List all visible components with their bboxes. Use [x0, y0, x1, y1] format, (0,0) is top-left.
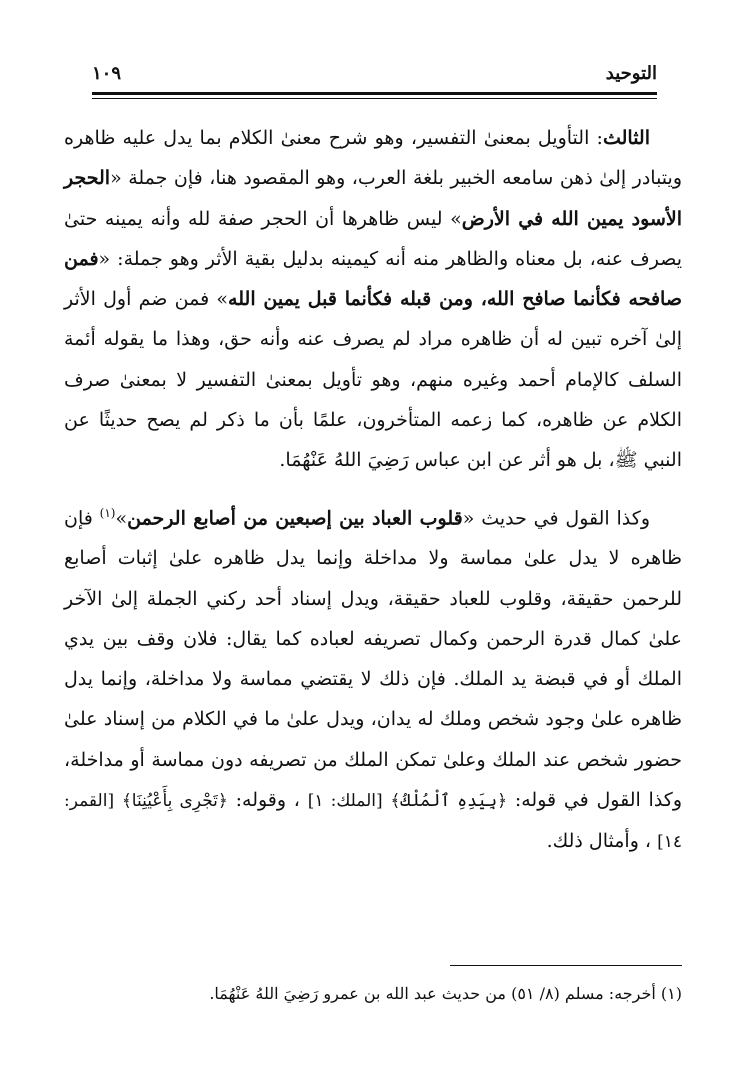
- text-run: » ليس ظاهرها أن الحجر صفة لله وأنه يمينه حتىٰ يصرف عنه، بل معناه والظاهر منه أنه كيمينه بدليل بقية الأثر وهو جملة: «: [64, 207, 682, 270]
- paragraph-1: [64, 118, 682, 481]
- page-number: ١٠٩: [92, 62, 122, 84]
- running-header: [92, 58, 657, 88]
- text-run: وكذا القول في حديث «: [462, 507, 651, 529]
- quran-verse: ﴿بِيَدِهِ ٱلْمُلْكُ﴾: [390, 791, 508, 812]
- paragraph-2: [64, 493, 682, 863]
- footnote: (١) أخرجه: مسلم (٨/ ٥١) من حديث عبد الله بن عمرو رَضِيَ اللهُ عَنْهُمَا.: [209, 984, 682, 1003]
- text-run: »: [115, 507, 128, 529]
- main-text: [64, 118, 682, 863]
- quran-verse: ﴿تَجْرِى بِأَعْيُنِنَا﴾: [121, 791, 228, 812]
- footnote-ref: (١): [99, 505, 116, 520]
- verse-reference: [الملك: ١]: [307, 791, 383, 812]
- text-run: » فمن ضم أول الأثر إلىٰ آخره تبين له أن ظاهره مراد لم يصرف عنه وأنه حق، وهذا ما يقوله أئمة السلف كالإمام أحمد وغيره منهم، وهو تأويل بمعنىٰ التفسير لا بمعنىٰ صرف الكلام عن ظاهره، كما زعمه المتأخرون، علمًا بأن ما ذكر لم يصح حديثًا عن النبي ﷺ، بل هو أثر عن ابن عباس رَضِيَ اللهُ عَنْهُمَا.: [64, 288, 682, 472]
- verse-reference: [القمر: ١٤]: [64, 791, 682, 853]
- header-rule-thin: [92, 98, 657, 99]
- text-run: : التأويل بمعنىٰ التفسير، وهو شرح معنىٰ الكلام بما يدل عليه ظاهره ويتبادر إلىٰ ذهن سامعه الخبير بلغة العرب، وهو المقصود هنا، فإن جملة «: [64, 127, 682, 190]
- text-run: فإن ظاهره لا يدل علىٰ مماسة ولا مداخلة وإنما يدل ظاهره علىٰ إثبات أصابع للرحمن حقيقة، وقلوب للعباد حقيقة، ويدل إسناد أحد ركني الجملة إلىٰ الآخر علىٰ كمال قدرة الرحمن وكمال تصريفه لعباده كما يقال: فلان وقف بين يدي الملك أو في قبضة يد الملك. فإن ذلك لا يقتضي مماسة ولا مداخلة، وإنما يدل ظاهره علىٰ وجود شخص وملك له يدان، ويدل علىٰ ما في الكلام من إسناد علىٰ حضور شخص عند الملك وعلىٰ تمكن الملك من تصريفه دون مماسة أو مداخلة، وكذا القول في قوله:: [64, 507, 683, 812]
- text-run: ، وقوله:: [227, 789, 300, 812]
- text-run: ، وأمثال ذلك.: [546, 830, 652, 853]
- bold-quote: قلوب العباد بين إصبعين من أصابع الرحمن: [127, 507, 463, 529]
- footnote-separator: [450, 965, 682, 966]
- paragraph-lead: الثالث: [602, 127, 650, 149]
- header-rule-thick: [92, 92, 657, 95]
- bold-quote: الحجر الأسود يمين الله في الأرض: [64, 167, 682, 230]
- header-title: التوحيد: [605, 62, 657, 84]
- bold-quote: فمن صافحه فكأنما صافح الله، ومن قبله فكأنما قبل يمين الله: [64, 247, 682, 311]
